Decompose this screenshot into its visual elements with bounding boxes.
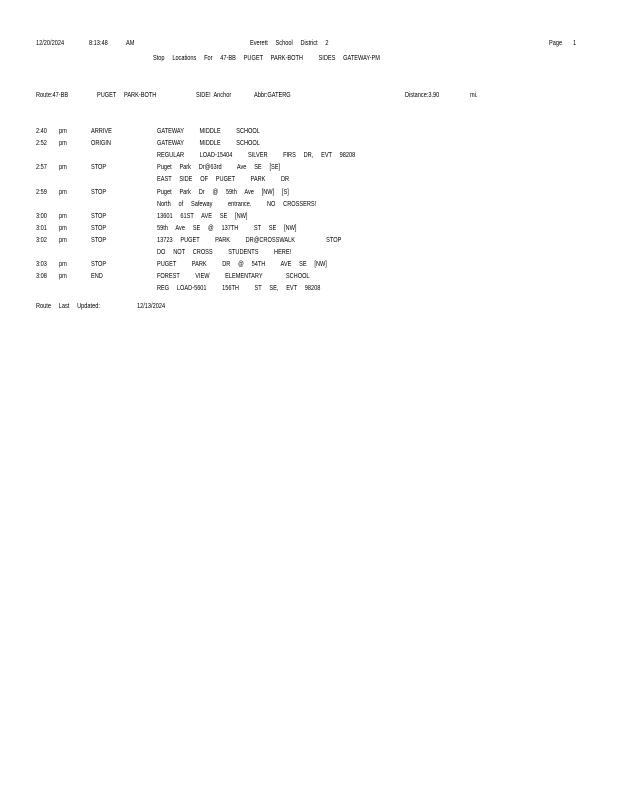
stop-location: PUGET PARK DR @ 54TH AVE SE [NW] — [157, 259, 327, 268]
stop-type: STOP — [91, 259, 107, 268]
route-distance: Distance:3.90 — [405, 90, 440, 99]
stop-ampm: pm — [59, 259, 67, 268]
page-label: Page — [549, 38, 563, 47]
stop-time: 2:59 — [36, 187, 47, 196]
stop-ampm: pm — [59, 126, 67, 135]
stop-ampm: pm — [59, 187, 67, 196]
page-number: 1 — [573, 38, 577, 47]
stop-location: 59th Ave SE @ 137TH ST SE [NW] — [157, 223, 297, 232]
last-updated-date: 12/13/2024 — [137, 301, 166, 310]
stop-location: GATEWAY MIDDLE SCHOOL — [157, 138, 260, 147]
stop-type: ORIGIN — [91, 138, 111, 147]
stop-ampm: pm — [59, 138, 67, 147]
stop-time: 3:01 — [36, 223, 47, 232]
stop-note: EAST SIDE OF PUGET PARK DR — [157, 174, 290, 183]
stop-note: REG LOAD-5601 156TH ST SE, EVT 98208 — [157, 283, 321, 292]
last-updated-label: Route Last Updated: — [36, 301, 100, 310]
stop-time: 3:03 — [36, 259, 47, 268]
stop-time: 2:57 — [36, 162, 47, 171]
stop-location: Puget Park Dr @ 59th Ave [NW] [S] — [157, 187, 289, 196]
route-id: Route:47-BB — [36, 90, 69, 99]
stop-time: 2:40 — [36, 126, 47, 135]
stop-type: ARRIVE — [91, 126, 112, 135]
report-time: 8:13:48 — [89, 38, 108, 47]
stop-ampm: pm — [59, 223, 67, 232]
stop-type: STOP — [91, 235, 107, 244]
stop-location: FOREST VIEW ELEMENTARY SCHOOL — [157, 271, 310, 280]
stop-time: 2:52 — [36, 138, 47, 147]
route-abbr: Abbr:GATERG — [254, 90, 291, 99]
stop-type: STOP — [91, 187, 107, 196]
stop-note: North of Safeway entrance. NO CROSSERS! — [157, 199, 317, 208]
stop-location: Puget Park Dr@63rd Ave SE [SE] — [157, 162, 281, 171]
stop-time: 3:02 — [36, 235, 47, 244]
stop-location: 13601 61ST AVE SE [NW] — [157, 211, 248, 220]
stop-ampm: pm — [59, 162, 67, 171]
stop-type: END — [91, 271, 103, 280]
stop-note: REGULAR LOAD-15404 SILVER FIRS DR, EVT 98208 — [157, 150, 356, 159]
report-subtitle: Stop Locations For 47-BB PUGET PARK-BOTH SIDES GATEWAY-PM — [153, 53, 380, 62]
stop-ampm: pm — [59, 211, 67, 220]
stop-note: DO NOT CROSS STUDENTS HERE! — [157, 247, 292, 256]
stop-ampm: pm — [59, 235, 67, 244]
route-name: PUGET PARK-BOTH — [97, 90, 157, 99]
stop-type: STOP — [91, 162, 107, 171]
stop-type: STOP — [91, 223, 107, 232]
stop-type: STOP — [91, 211, 107, 220]
stop-time: 3:08 — [36, 271, 47, 280]
report-ampm: AM — [126, 38, 135, 47]
report-date: 12/20/2024 — [36, 38, 65, 47]
district-title: Everett School District 2 — [250, 38, 329, 47]
stop-time: 3:00 — [36, 211, 47, 220]
stop-location: 13723 PUGET PARK DR@CROSSWALK STOP — [157, 235, 342, 244]
route-side: SIDE! Anchor — [196, 90, 232, 99]
distance-unit: mi. — [470, 90, 478, 99]
stop-location: GATEWAY MIDDLE SCHOOL — [157, 126, 260, 135]
stop-ampm: pm — [59, 271, 67, 280]
